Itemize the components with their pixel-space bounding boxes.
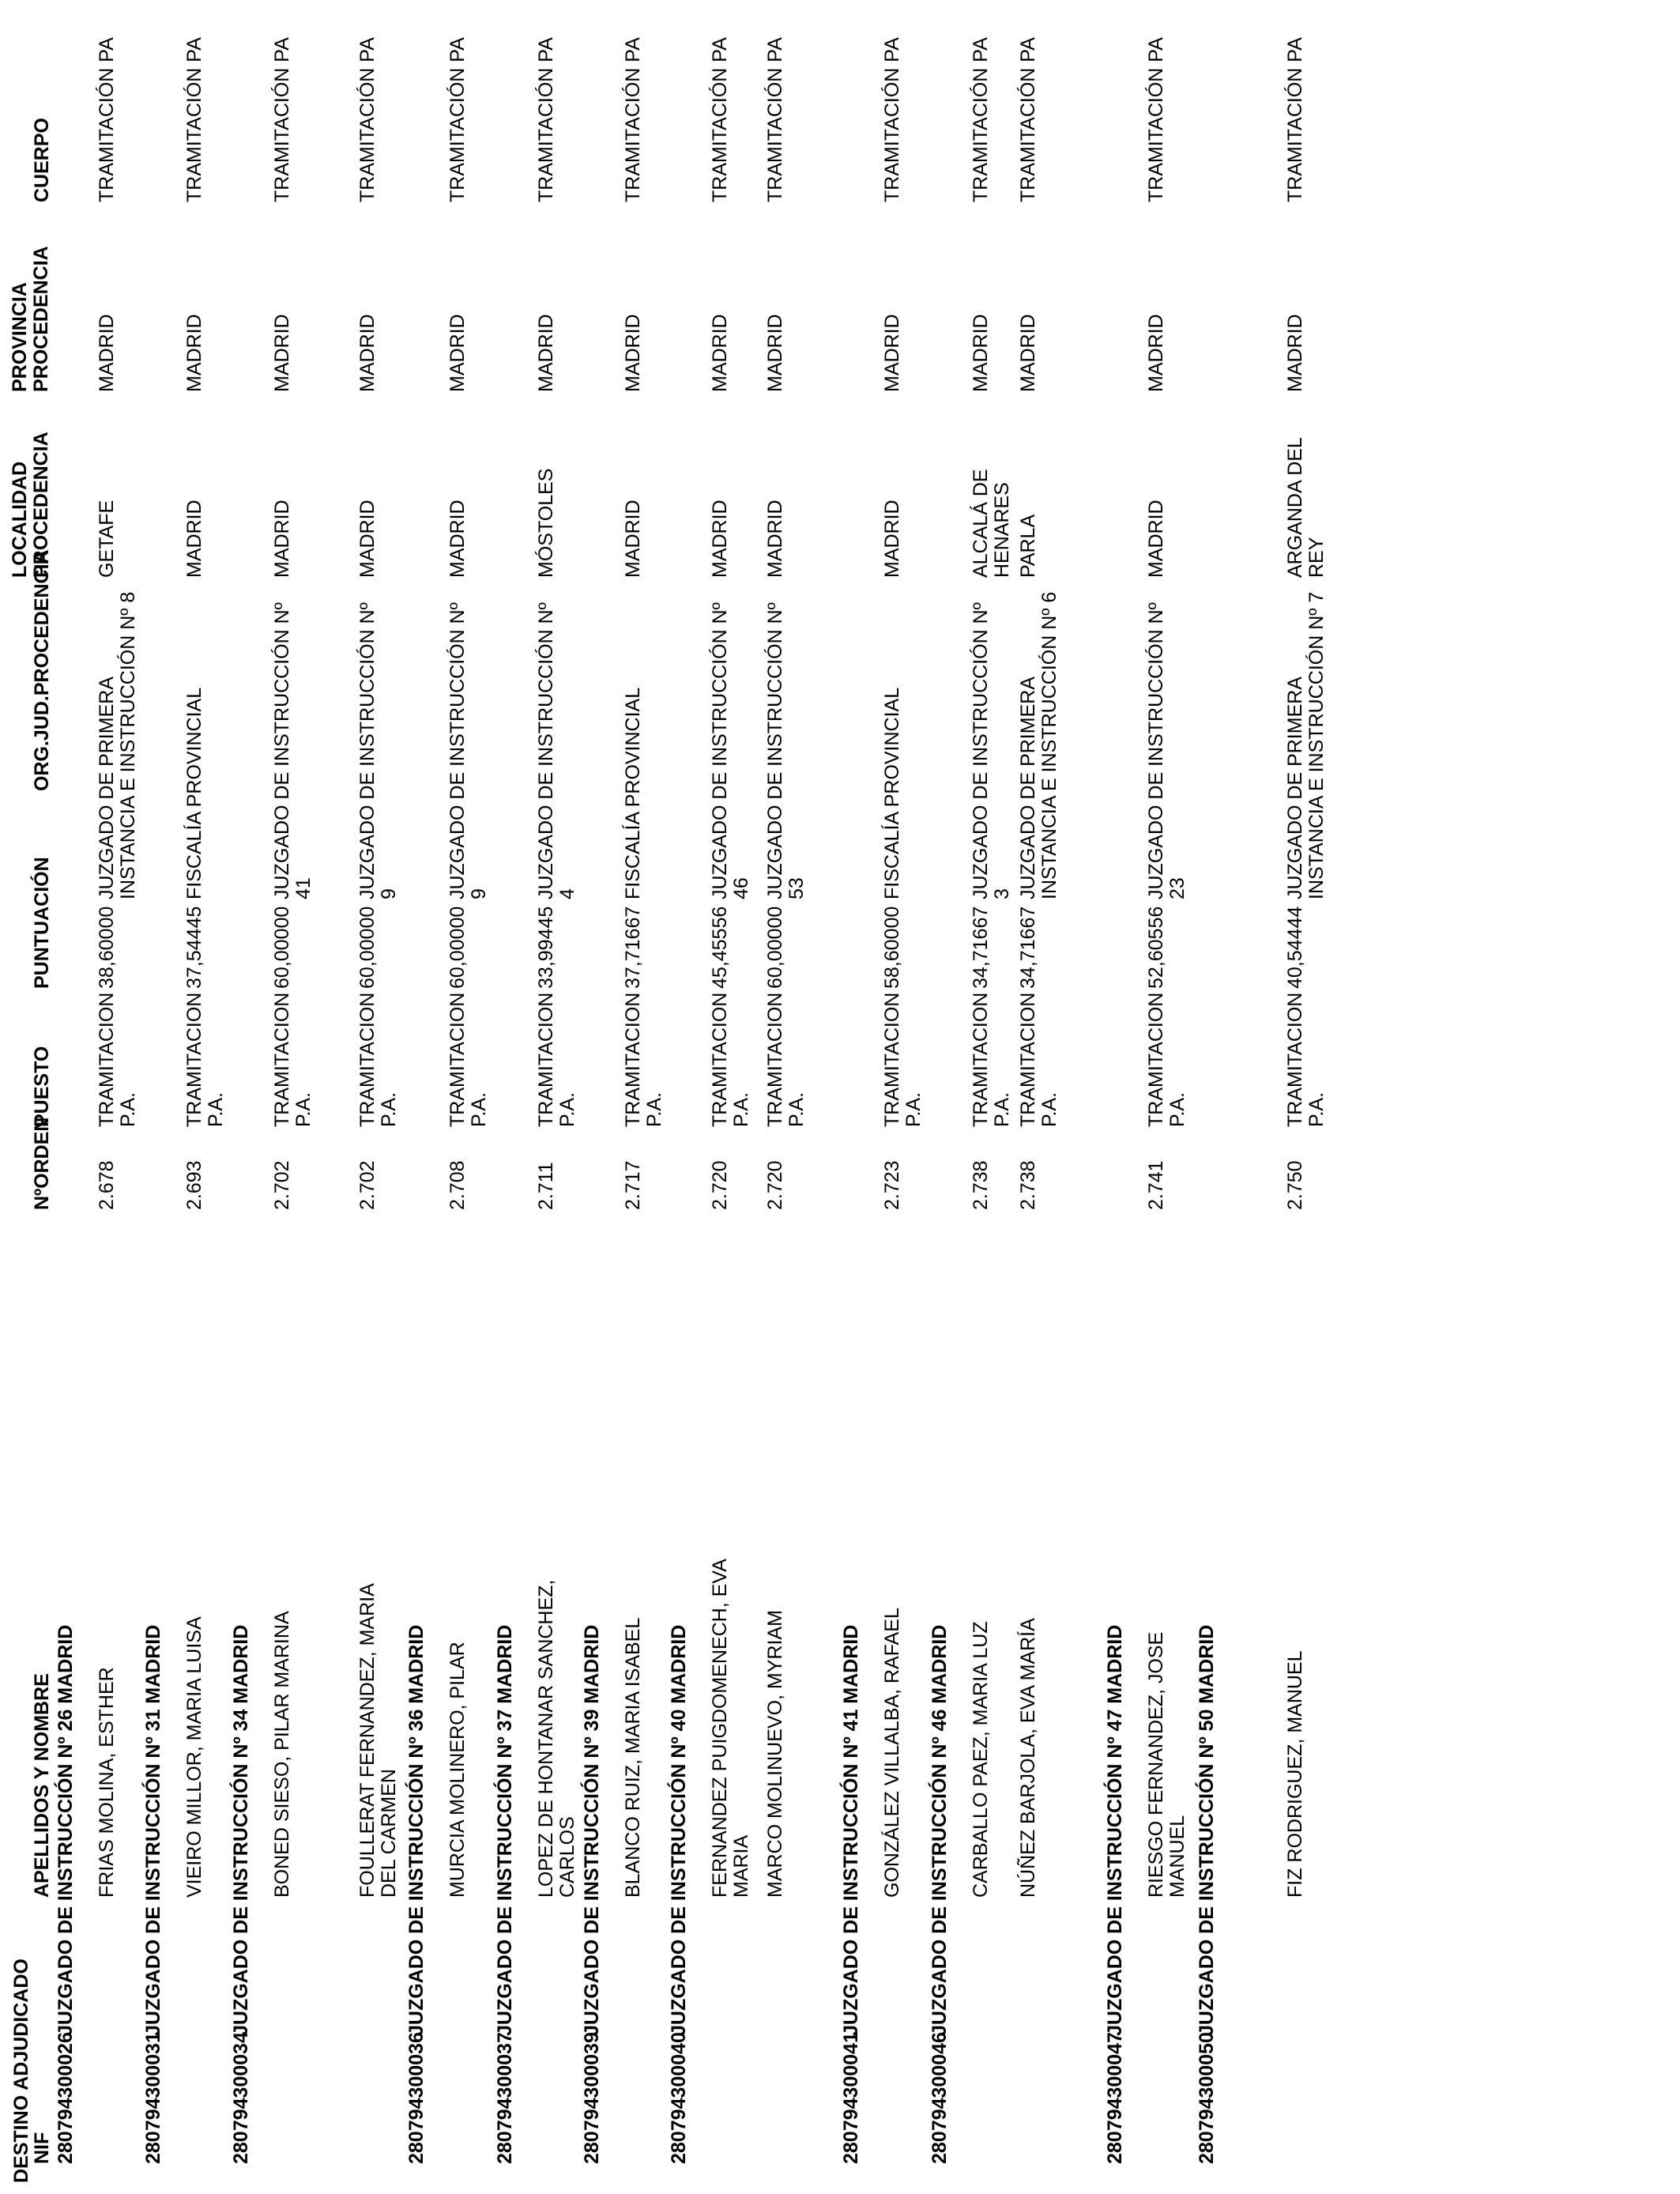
row-name: FERNANDEZ PUIGDOMENECH, EVA MARIA [709,1559,752,1898]
group-nif: 280794300026 [55,2032,77,2164]
group-nif: 280794300046 [929,2032,951,2164]
row-norden: 2.678 [96,1160,118,1210]
header-org-jud: ORG.JUD.PROCEDENCIA [31,549,53,791]
row-cuerpo: TRAMITACIÓN PA [356,37,379,202]
group-nif: 280794300047 [1104,2032,1126,2164]
row-localidad: MADRID [271,499,293,578]
row-localidad: MÓSTOLES [535,468,557,578]
group-court: JUZGADO DE INSTRUCCIÓN Nº 40 MADRID [668,1624,690,2036]
row-org-jud: JUZGADO DE INSTRUCCIÓN Nº 3 [970,602,1013,899]
row-org-jud: FISCALÍA PROVINCIAL [881,687,903,899]
row-name: MURCIA MOLINERO, PILAR [446,1642,469,1898]
row-org-jud: JUZGADO DE PRIMERA INSTANCIA E INSTRUCCIÓN Nº 8 [96,591,139,899]
row-provincia: MADRID [622,314,644,392]
row-name: NÚÑEZ BARJOLA, EVA MARÍA [1017,1618,1039,1898]
row-provincia: MADRID [271,314,293,392]
row-localidad: GETAFE [96,499,118,578]
row-puntuacion: 38,60000 [96,906,118,989]
row-org-jud: JUZGADO DE INSTRUCCIÓN Nº 4 [535,602,578,899]
group-court: JUZGADO DE INSTRUCCIÓN Nº 41 MADRID [840,1624,862,2036]
row-localidad: ALCALÁ DE HENARES [970,469,1013,578]
row-puesto: TRAMITACION P.A. [1145,992,1188,1127]
row-cuerpo: TRAMITACIÓN PA [183,37,205,202]
row-localidad: PARLA [1017,514,1039,578]
row-puesto: TRAMITACION P.A. [622,992,665,1127]
row-cuerpo: TRAMITACIÓN PA [271,37,293,202]
group-nif: 280794300040 [668,2032,690,2164]
row-cuerpo: TRAMITACIÓN PA [1017,37,1039,202]
row-cuerpo: TRAMITACIÓN PA [970,37,992,202]
group-court: JUZGADO DE INSTRUCCIÓN Nº 34 MADRID [230,1624,252,2036]
row-provincia: MADRID [446,314,469,392]
row-org-jud: FISCALÍA PROVINCIAL [183,687,205,899]
group-court: JUZGADO DE INSTRUCCIÓN Nº 31 MADRID [142,1624,164,2036]
header-localidad: LOCALIDAD PROCEDENCIA [9,432,52,578]
row-puntuacion: 52,60556 [1145,906,1167,989]
row-name: RIESGO FERNANDEZ, JOSE MANUEL [1145,1631,1188,1898]
row-puntuacion: 34,71667 [1017,906,1039,989]
group-court: JUZGADO DE INSTRUCCIÓN Nº 37 MADRID [494,1624,516,2036]
row-puesto: TRAMITACION P.A. [1284,992,1328,1127]
row-puntuacion: 34,71667 [970,906,992,989]
row-puntuacion: 40,54444 [1284,906,1306,989]
row-org-jud: JUZGADO DE PRIMERA INSTANCIA E INSTRUCCIÓN Nº 6 [1017,591,1060,899]
row-norden: 2.702 [356,1160,379,1210]
row-norden: 2.711 [535,1162,557,1210]
row-name: CARBALLO PAEZ, MARIA LUZ [970,1621,992,1898]
row-org-jud: JUZGADO DE PRIMERA INSTANCIA E INSTRUCCIÓN Nº 7 [1284,591,1328,899]
header-cuerpo: CUERPO [31,118,53,202]
row-name: BLANCO RUIZ, MARIA ISABEL [622,1617,644,1898]
row-provincia: MADRID [1284,314,1306,392]
group-court: JUZGADO DE INSTRUCCIÓN Nº 50 MADRID [1196,1624,1218,2036]
page-title: DESTINO ADJUDICADO [10,1958,32,2183]
row-provincia: MADRID [709,314,731,392]
row-name: LOPEZ DE HONTANAR SANCHEZ, CARLOS [535,1579,578,1898]
row-localidad: MADRID [622,499,644,578]
group-court: JUZGADO DE INSTRUCCIÓN Nº 26 MADRID [55,1624,77,2036]
row-org-jud: FISCALÍA PROVINCIAL [622,687,644,899]
header-norden: NºORDEN [31,1117,53,1210]
header-puntuacion: PUNTUACIÓN [31,857,53,989]
row-norden: 2.741 [1145,1160,1167,1210]
row-norden: 2.720 [764,1160,786,1210]
row-localidad: ARGANDA DEL REY [1284,438,1328,578]
row-norden: 2.708 [446,1160,469,1210]
row-name: GONZÁLEZ VILLALBA, RAFAEL [881,1608,903,1898]
row-localidad: MADRID [446,499,469,578]
row-name: MARCO MOLINUEVO, MYRIAM [764,1610,786,1898]
row-puntuacion: 60,00000 [764,906,786,989]
row-name: FOULLERAT FERNANDEZ, MARIA DEL CARMEN [356,1584,400,1898]
row-org-jud: JUZGADO DE INSTRUCCIÓN Nº 9 [356,602,400,899]
row-puesto: TRAMITACION P.A. [446,992,490,1127]
row-localidad: MADRID [709,499,731,578]
row-norden: 2.717 [622,1160,644,1210]
row-puesto: TRAMITACION P.A. [764,992,808,1127]
group-nif: 280794300039 [581,2032,603,2164]
row-provincia: MADRID [535,314,557,392]
group-nif: 280794300041 [840,2032,862,2164]
row-puesto: TRAMITACION P.A. [271,992,315,1127]
row-provincia: MADRID [356,314,379,392]
group-nif: 280794300036 [405,2032,428,2164]
group-nif: 280794300050 [1196,2032,1218,2164]
row-puesto: TRAMITACION P.A. [535,992,578,1127]
row-puesto: TRAMITACION P.A. [881,992,925,1127]
group-nif: 280794300037 [494,2032,516,2164]
row-puntuacion: 37,54445 [183,906,205,989]
row-cuerpo: TRAMITACIÓN PA [1284,37,1306,202]
row-cuerpo: TRAMITACIÓN PA [96,37,118,202]
row-puntuacion: 60,00000 [356,906,379,989]
header-apellidos: APELLIDOS Y NOMBRE [31,1673,53,1898]
row-cuerpo: TRAMITACIÓN PA [709,37,731,202]
group-nif: 280794300034 [230,2032,252,2164]
row-puntuacion: 60,00000 [446,906,469,989]
row-norden: 2.738 [970,1160,992,1210]
row-norden: 2.738 [1017,1160,1039,1210]
row-cuerpo: TRAMITACIÓN PA [764,37,786,202]
header-provincia: PROVINCIA PROCEDENCIA [9,246,52,392]
group-court: JUZGADO DE INSTRUCCIÓN Nº 39 MADRID [581,1624,603,2036]
row-puntuacion: 58,60000 [881,906,903,989]
row-puntuacion: 33,99445 [535,906,557,989]
row-name: FIZ RODRIGUEZ, MANUEL [1284,1650,1306,1898]
row-provincia: MADRID [970,314,992,392]
row-puesto: TRAMITACION P.A. [709,992,752,1127]
row-provincia: MADRID [881,314,903,392]
row-localidad: MADRID [183,499,205,578]
row-org-jud: JUZGADO DE INSTRUCCIÓN Nº 23 [1145,602,1188,899]
header-puesto: PUESTO [31,1046,53,1127]
group-court: JUZGADO DE INSTRUCCIÓN Nº 36 MADRID [405,1624,428,2036]
row-provincia: MADRID [764,314,786,392]
row-puntuacion: 60,00000 [271,906,293,989]
row-cuerpo: TRAMITACIÓN PA [535,37,557,202]
row-provincia: MADRID [1145,314,1167,392]
row-norden: 2.693 [183,1160,205,1210]
row-localidad: MADRID [1145,499,1167,578]
row-localidad: MADRID [356,499,379,578]
row-name: BONED SIESO, PILAR MARINA [271,1611,293,1898]
group-court: JUZGADO DE INSTRUCCIÓN Nº 46 MADRID [929,1624,951,2036]
row-org-jud: JUZGADO DE INSTRUCCIÓN Nº 53 [764,602,808,899]
row-cuerpo: TRAMITACIÓN PA [446,37,469,202]
row-cuerpo: TRAMITACIÓN PA [1145,37,1167,202]
row-name: VIEIRO MILLOR, MARIA LUISA [183,1616,205,1898]
row-puntuacion: 37,71667 [622,906,644,989]
group-court: JUZGADO DE INSTRUCCIÓN Nº 47 MADRID [1104,1624,1126,2036]
row-puesto: TRAMITACION P.A. [1017,992,1060,1127]
row-norden: 2.723 [881,1160,903,1210]
row-name: FRIAS MOLINA, ESTHER [96,1667,118,1898]
group-nif: 280794300031 [142,2032,164,2164]
row-puesto: TRAMITACION P.A. [356,992,400,1127]
row-org-jud: JUZGADO DE INSTRUCCIÓN Nº 9 [446,602,490,899]
row-provincia: MADRID [1017,314,1039,392]
row-org-jud: JUZGADO DE INSTRUCCIÓN Nº 46 [709,602,752,899]
row-puesto: TRAMITACION P.A. [970,992,1013,1127]
row-puesto: TRAMITACION P.A. [96,992,139,1127]
row-norden: 2.720 [709,1160,731,1210]
row-cuerpo: TRAMITACIÓN PA [881,37,903,202]
row-org-jud: JUZGADO DE INSTRUCCIÓN Nº 41 [271,602,315,899]
row-localidad: MADRID [764,499,786,578]
row-puesto: TRAMITACION P.A. [183,992,227,1127]
header-nif: NIF [31,2132,53,2164]
row-provincia: MADRID [96,314,118,392]
row-puntuacion: 45,45556 [709,906,731,989]
row-cuerpo: TRAMITACIÓN PA [622,37,644,202]
row-localidad: MADRID [881,499,903,578]
row-provincia: MADRID [183,314,205,392]
row-norden: 2.750 [1284,1160,1306,1210]
row-norden: 2.702 [271,1160,293,1210]
